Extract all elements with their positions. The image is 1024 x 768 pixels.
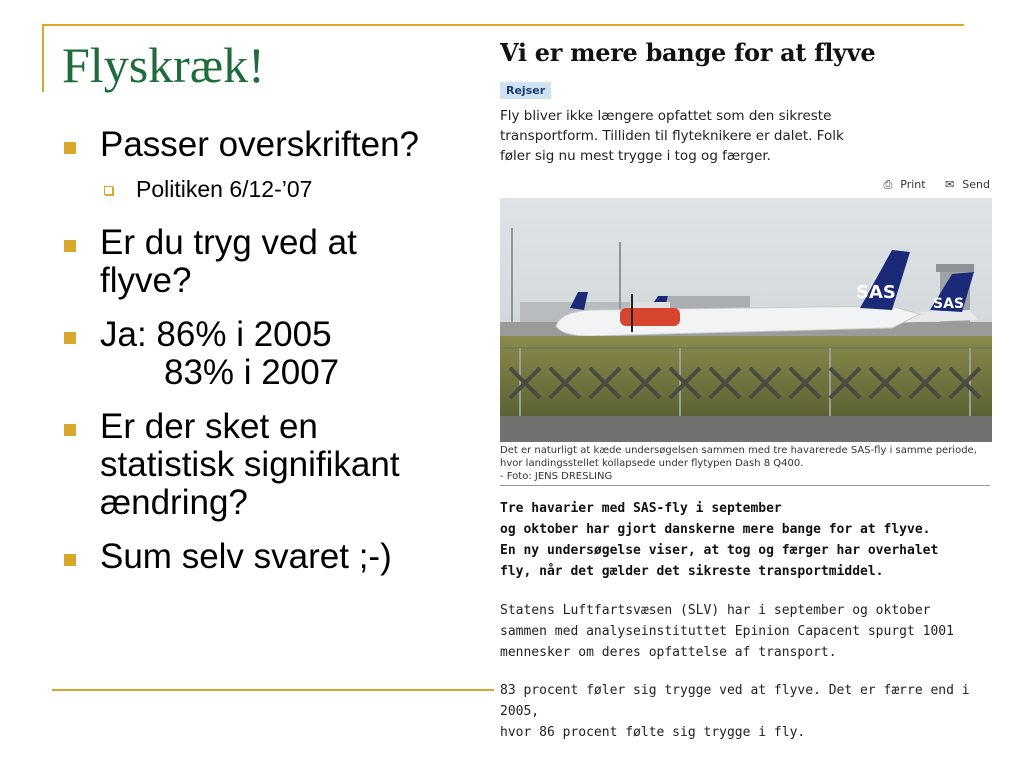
bullet-text: Sum selv svaret ;-) (100, 537, 392, 576)
lead-line: Fly bliver ikke længere opfattet som den sikreste (500, 108, 832, 124)
square-bullet-icon (64, 240, 76, 252)
left-rule (42, 24, 44, 92)
lead-line: transportform. Tilliden til flyteknikere er dalet. Folk (500, 128, 844, 144)
send-link[interactable] (937, 178, 990, 191)
lead-line: føler sig nu mest trygge i tog og færger. (500, 148, 771, 164)
print-link[interactable] (875, 178, 925, 191)
sub-bullet-text: Politiken 6/12-’07 (136, 176, 313, 202)
article-paragraph (500, 600, 992, 663)
print-label: Print (900, 178, 926, 191)
sas-logo-front: SAS (856, 282, 896, 303)
bullet-text: Er der sket en (100, 407, 318, 446)
bullet-item (62, 408, 492, 522)
square-bullet-icon (64, 142, 76, 154)
section-tag[interactable]: Rejser (500, 82, 551, 99)
square-bullet-icon (64, 424, 76, 436)
bottom-rule (52, 689, 494, 691)
article-intro (500, 498, 992, 582)
intro-line: fly, når det gælder det sikreste transportmiddel. (500, 564, 884, 579)
photo-planes-airport (500, 198, 992, 442)
bullet-item (62, 538, 492, 576)
intro-line: og oktober har gjort danskerne mere bange for at flyve. (500, 522, 931, 537)
intro-line: Tre havarier med SAS-fly i september (500, 501, 782, 516)
caption-divider (500, 485, 990, 486)
bullet-text: Er du tryg ved at (100, 223, 357, 262)
photo-caption (500, 444, 990, 483)
caption-line: Det er naturligt at kæde undersøgelsen sammen med tre havarerede SAS-fly i samme periode, (500, 445, 977, 456)
bullet-text: 83% i 2007 (164, 353, 340, 392)
caption-credit: - Foto: JENS DRESLING (500, 471, 613, 482)
hollow-square-bullet-icon (104, 186, 113, 195)
intro-line: En ny undersøgelse viser, at tog og færger har overhalet (500, 543, 939, 558)
sub-bullet-item (62, 176, 492, 202)
bullet-text: flyve? (100, 261, 192, 300)
bullet-item (62, 316, 492, 392)
article-photo (500, 198, 992, 442)
bullet-list (62, 126, 492, 592)
paragraph-line: sammen med analyseinstituttet Epinion Capacent spurgt 1001 (500, 624, 954, 639)
paragraph-line: hvor 86 procent følte sig trygge i fly. (500, 725, 806, 740)
sas-logo-back: SAS (933, 296, 965, 312)
caption-line: hvor landingsstellet kollapsede under flytypen Dash 8 Q400. (500, 458, 804, 469)
article-lead (500, 106, 980, 166)
top-rule (42, 24, 964, 26)
article-paragraph (500, 680, 992, 743)
article-tools (867, 178, 990, 192)
article-headline: Vi er mere bange for at flyve (500, 38, 876, 67)
slide-title: Flyskræk! (62, 37, 265, 93)
bullet-item (62, 224, 492, 300)
square-bullet-icon (64, 332, 76, 344)
newspaper-clipping (496, 34, 994, 740)
bullet-text: statistisk signifikant (100, 445, 400, 484)
paragraph-line: 83 procent føler sig trygge ved at flyve. Det er færre end i 2005, (500, 683, 970, 719)
send-label: Send (962, 178, 990, 191)
bullet-text: Passer overskriften? (100, 125, 420, 164)
paragraph-line: Statens Luftfartsvæsen (SLV) har i september og oktober (500, 603, 931, 618)
square-bullet-icon (64, 554, 76, 566)
bullet-text: Ja: 86% i 2005 (100, 315, 332, 354)
envelope-icon: ✉ (945, 178, 955, 191)
printer-icon: ⎙ (883, 178, 893, 191)
bullet-text: ændring? (100, 483, 248, 522)
paragraph-line: mennesker om deres opfattelse af transport. (500, 645, 837, 660)
bullet-item (62, 126, 492, 164)
